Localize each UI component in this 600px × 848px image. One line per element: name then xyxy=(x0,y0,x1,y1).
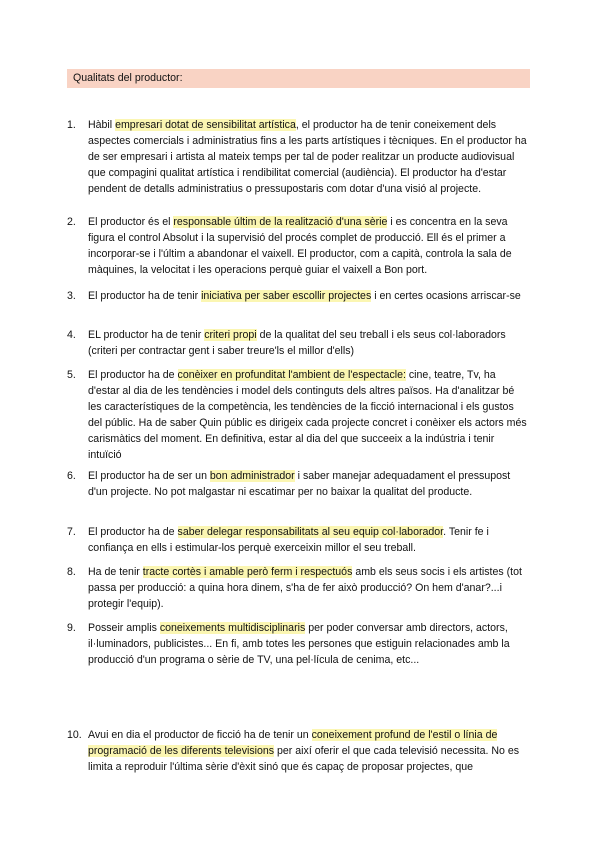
list-item-5 xyxy=(67,367,530,463)
highlighted-phrase: saber delegar responsabilitats al seu equip col·laborador xyxy=(177,526,444,538)
list-number: 5. xyxy=(67,369,76,381)
highlighted-phrase: responsable últim de la realització d'una sèrie xyxy=(173,216,388,228)
list-item-10 xyxy=(67,727,530,775)
highlighted-phrase: coneixement profund de l'estil o línia de programació de les diferents televisions xyxy=(88,729,498,757)
highlighted-phrase: bon administrador xyxy=(209,470,295,482)
list-item-1 xyxy=(67,117,530,197)
list-number: 7. xyxy=(67,526,76,538)
list-text: El productor ha de ser un bon administrador i saber manejar adequadament el pressupost d'un projecte. No pot malgastar ni escatimar per no baixar la qualitat del producte. xyxy=(88,470,511,498)
list-number: 4. xyxy=(67,329,76,341)
list-item-8 xyxy=(67,564,530,612)
list-text: EL productor ha de tenir criteri propi de la qualitat del seu treball i els seus col·laboradors (criteri per contractar gent i saber treure'ls el millor d'ells) xyxy=(88,329,506,357)
list-text: Posseir amplis coneixements multidisciplinaris per poder conversar amb directors, actors, il·luminadors, publicistes... En fi, amb totes les persones que estiguin relacionades amb la producció d'un programa o sèrie de TV, una pel·lícula de cenima, etc... xyxy=(88,622,510,666)
list-item-4 xyxy=(67,327,530,359)
list-item-9 xyxy=(67,620,530,668)
list-text: El productor ha de saber delegar responsabilitats al seu equip col·laborador. Tenir fe i confiança en ells i estimular-los perquè exerceixin millor el seu treball. xyxy=(88,526,489,554)
list-number: 1. xyxy=(67,119,76,131)
list-item-6 xyxy=(67,468,530,500)
list-number: 2. xyxy=(67,216,76,228)
list-text: El productor ha de conèixer en profunditat l'ambient de l'espectacle: cine, teatre, Tv, ha d'estar al dia de les tendències i model dels continguts dels altres països. Ha d'analitzar bé les característiques de la competència, les tendències de la ficció internacional i els gustos del públic. Ha de saber Quin públic es dirigeix cada projecte concret i conèixer els actors més carismàtics del moment. En definitiva, estar al dia del que succeeix a la indústria i tenir intuïció xyxy=(88,369,527,461)
section-heading: Qualitats del productor: xyxy=(73,72,183,84)
list-text: Avui en dia el productor de ficció ha de tenir un coneixement profund de l'estil o línia de programació de les diferents televisions per així oferir el que cada televisió necessita. No es limita a reproduir l'última sèrie d'èxit sinó que és capaç de proposar projectes, que xyxy=(88,729,520,773)
list-text: Ha de tenir tracte cortès i amable però ferm i respectuós amb els seus socis i els artistes (tot passa per producció: a quina hora dinem, s'ha de fer això producció? On hem d'anar?...i protegir l'equip). xyxy=(88,566,522,610)
list-number: 8. xyxy=(67,566,76,578)
list-number: 10. xyxy=(67,729,82,741)
list-number: 9. xyxy=(67,622,76,634)
list-text: El productor ha de tenir iniciativa per saber escollir projectes i en certes ocasions arriscar-se xyxy=(88,290,521,302)
highlighted-phrase: criteri propi xyxy=(204,329,257,341)
highlighted-phrase: empresari dotat de sensibilitat artística xyxy=(115,119,296,131)
section-heading-band xyxy=(67,69,530,88)
list-item-7 xyxy=(67,524,530,556)
highlighted-phrase: coneixements multidisciplinaris xyxy=(159,622,306,634)
highlighted-phrase: iniciativa per saber escollir projectes xyxy=(201,290,372,302)
list-number: 6. xyxy=(67,470,76,482)
list-item-2 xyxy=(67,214,530,278)
list-text: Hàbil empresari dotat de sensibilitat artística, el productor ha de tenir coneixement dels aspectes comercials i administratius fins a les parts artístiques i tècniques. En el productor ha de ser empresari i artista al mateix temps per tal de poder realitzar un producte audiovisual que compagini qualitat artística i rendibilitat comercial (audiència). El productor ha d'estar pendent de detalls administratius o pressupostaris com dotar d'una visió al projecte. xyxy=(88,119,527,195)
list-text: El productor és el responsable últim de la realització d'una sèrie i es concentra en la seva figura el control Absolut i la supervisió del procés complet de producció. Ell és el primer a incorporar-se i l'últim a abandonar el vaixell. El productor, com a capità, controla la sala de màquines, la velocitat i les operacions perquè guiar el vaixell a Bon port. xyxy=(88,216,512,276)
highlighted-phrase: tracte cortès i amable però ferm i respectuós xyxy=(142,566,353,578)
list-number: 3. xyxy=(67,290,76,302)
list-item-3 xyxy=(67,288,530,304)
highlighted-phrase: conèixer en profunditat l'ambient de l'espectacle: xyxy=(177,369,406,381)
